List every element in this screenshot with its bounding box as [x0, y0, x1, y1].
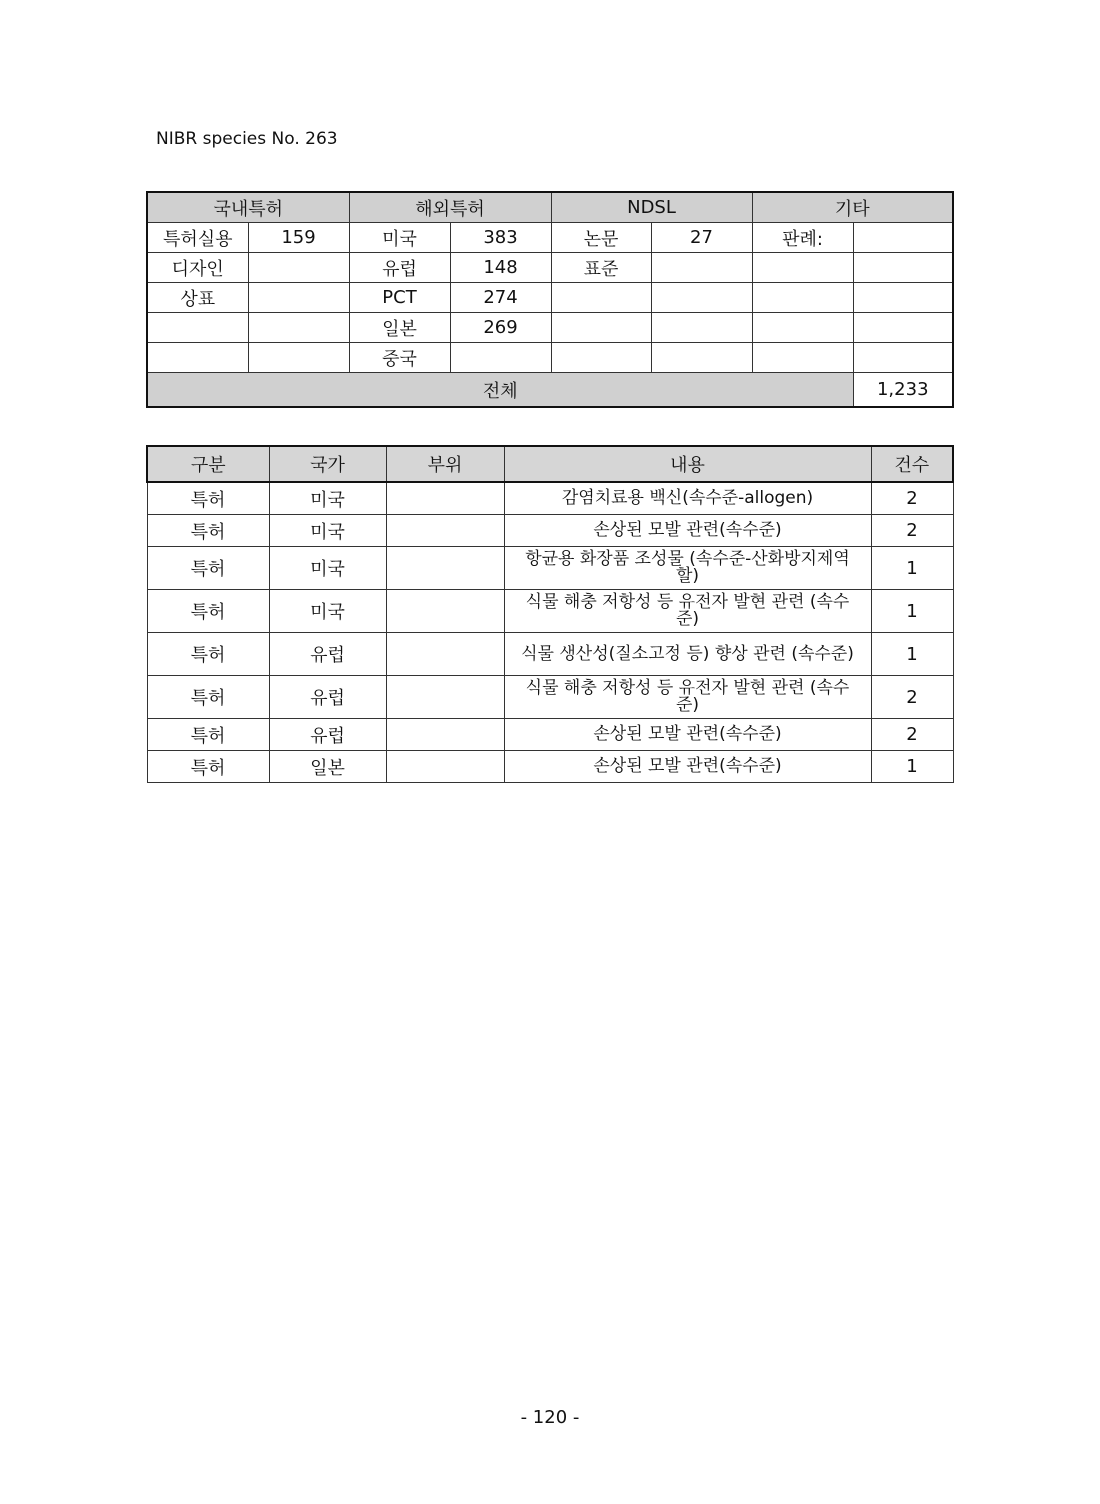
- row-count: 2: [871, 676, 953, 719]
- summary-cell: [248, 283, 349, 313]
- summary-cell: [853, 223, 953, 253]
- summary-cell: [551, 343, 651, 373]
- row-part: [386, 547, 504, 590]
- summary-cell: [450, 343, 551, 373]
- summary-row: [147, 253, 953, 283]
- summary-cell: 논문: [551, 223, 651, 253]
- summary-cell: 특허실용: [147, 223, 248, 253]
- summary-cell: [651, 253, 752, 283]
- row-country: 유럽: [269, 719, 386, 751]
- row-count: 1: [871, 633, 953, 676]
- header-ndsl: NDSL: [551, 192, 752, 223]
- summary-cell: [551, 313, 651, 343]
- summary-cell: 판례:: [752, 223, 853, 253]
- header-foreign-patent: 해외특허: [349, 192, 551, 223]
- summary-cell: 269: [450, 313, 551, 343]
- row-content: 식물 생산성(질소고정 등) 향상 관련 (속수준): [504, 633, 871, 676]
- species-number: NIBR species No. 263: [156, 129, 338, 149]
- total-value: 1,233: [853, 373, 953, 408]
- table-row: [147, 751, 953, 783]
- table-row: [147, 676, 953, 719]
- row-category: 특허: [147, 719, 269, 751]
- table-row: [147, 515, 953, 547]
- row-part: [386, 515, 504, 547]
- summary-cell: [248, 313, 349, 343]
- row-category: 특허: [147, 515, 269, 547]
- table-row: [147, 547, 953, 590]
- summary-cell: [853, 253, 953, 283]
- summary-row: [147, 313, 953, 343]
- summary-total-row: [147, 373, 953, 408]
- row-count: 1: [871, 751, 953, 783]
- row-part: [386, 633, 504, 676]
- summary-cell: [248, 343, 349, 373]
- header-domestic-patent: 국내특허: [147, 192, 349, 223]
- row-part: [386, 482, 504, 515]
- row-country: 미국: [269, 482, 386, 515]
- row-content: 손상된 모발 관련(속수준): [504, 515, 871, 547]
- row-content: 손상된 모발 관련(속수준): [504, 751, 871, 783]
- detail-header-row: [147, 446, 953, 482]
- header-etc: 기타: [752, 192, 953, 223]
- summary-cell: 유럽: [349, 253, 450, 283]
- row-content: 감염치료용 백신(속수준-allogen): [504, 482, 871, 515]
- row-category: 특허: [147, 633, 269, 676]
- header-country: 국가: [269, 446, 386, 482]
- summary-cell: 383: [450, 223, 551, 253]
- summary-cell: 중국: [349, 343, 450, 373]
- table-row: [147, 633, 953, 676]
- header-count: 건수: [871, 446, 953, 482]
- summary-cell: 27: [651, 223, 752, 253]
- table-row: [147, 719, 953, 751]
- summary-cell: [853, 313, 953, 343]
- row-category: 특허: [147, 590, 269, 633]
- summary-cell: [248, 253, 349, 283]
- summary-cell: [752, 253, 853, 283]
- summary-row: [147, 223, 953, 253]
- summary-header-row: [147, 192, 953, 223]
- total-label: 전체: [147, 373, 853, 408]
- summary-cell: 274: [450, 283, 551, 313]
- row-part: [386, 751, 504, 783]
- row-content: 식물 해충 저항성 등 유전자 발현 관련 (속수준): [504, 590, 871, 633]
- row-count: 1: [871, 547, 953, 590]
- row-category: 특허: [147, 482, 269, 515]
- row-part: [386, 719, 504, 751]
- summary-cell: 표준: [551, 253, 651, 283]
- detail-table: [146, 445, 954, 783]
- summary-cell: 상표: [147, 283, 248, 313]
- row-country: 미국: [269, 590, 386, 633]
- summary-cell: 159: [248, 223, 349, 253]
- summary-row: [147, 283, 953, 313]
- table-row: [147, 482, 953, 515]
- summary-cell: [651, 313, 752, 343]
- row-count: 1: [871, 590, 953, 633]
- summary-cell: 디자인: [147, 253, 248, 283]
- summary-cell: [752, 313, 853, 343]
- summary-cell: [651, 283, 752, 313]
- summary-cell: [752, 283, 853, 313]
- summary-cell: 148: [450, 253, 551, 283]
- summary-cell: [853, 343, 953, 373]
- row-country: 미국: [269, 547, 386, 590]
- summary-cell: [651, 343, 752, 373]
- row-country: 유럽: [269, 633, 386, 676]
- summary-row: [147, 343, 953, 373]
- row-part: [386, 676, 504, 719]
- row-count: 2: [871, 515, 953, 547]
- page-number: - 120 -: [520, 1407, 580, 1428]
- row-category: 특허: [147, 676, 269, 719]
- row-content: 항균용 화장품 조성물 (속수준-산화방지제역할): [504, 547, 871, 590]
- summary-cell: [853, 283, 953, 313]
- row-content: 식물 해충 저항성 등 유전자 발현 관련 (속수준): [504, 676, 871, 719]
- summary-cell: [147, 343, 248, 373]
- summary-cell: [551, 283, 651, 313]
- row-category: 특허: [147, 751, 269, 783]
- header-category: 구분: [147, 446, 269, 482]
- header-part: 부위: [386, 446, 504, 482]
- row-count: 2: [871, 482, 953, 515]
- summary-cell: [147, 313, 248, 343]
- row-content: 손상된 모발 관련(속수준): [504, 719, 871, 751]
- row-country: 미국: [269, 515, 386, 547]
- row-country: 유럽: [269, 676, 386, 719]
- row-category: 특허: [147, 547, 269, 590]
- header-content: 내용: [504, 446, 871, 482]
- summary-cell: 일본: [349, 313, 450, 343]
- summary-cell: 미국: [349, 223, 450, 253]
- summary-table: [146, 191, 954, 408]
- row-country: 일본: [269, 751, 386, 783]
- table-row: [147, 590, 953, 633]
- row-part: [386, 590, 504, 633]
- row-count: 2: [871, 719, 953, 751]
- summary-cell: PCT: [349, 283, 450, 313]
- summary-cell: [752, 343, 853, 373]
